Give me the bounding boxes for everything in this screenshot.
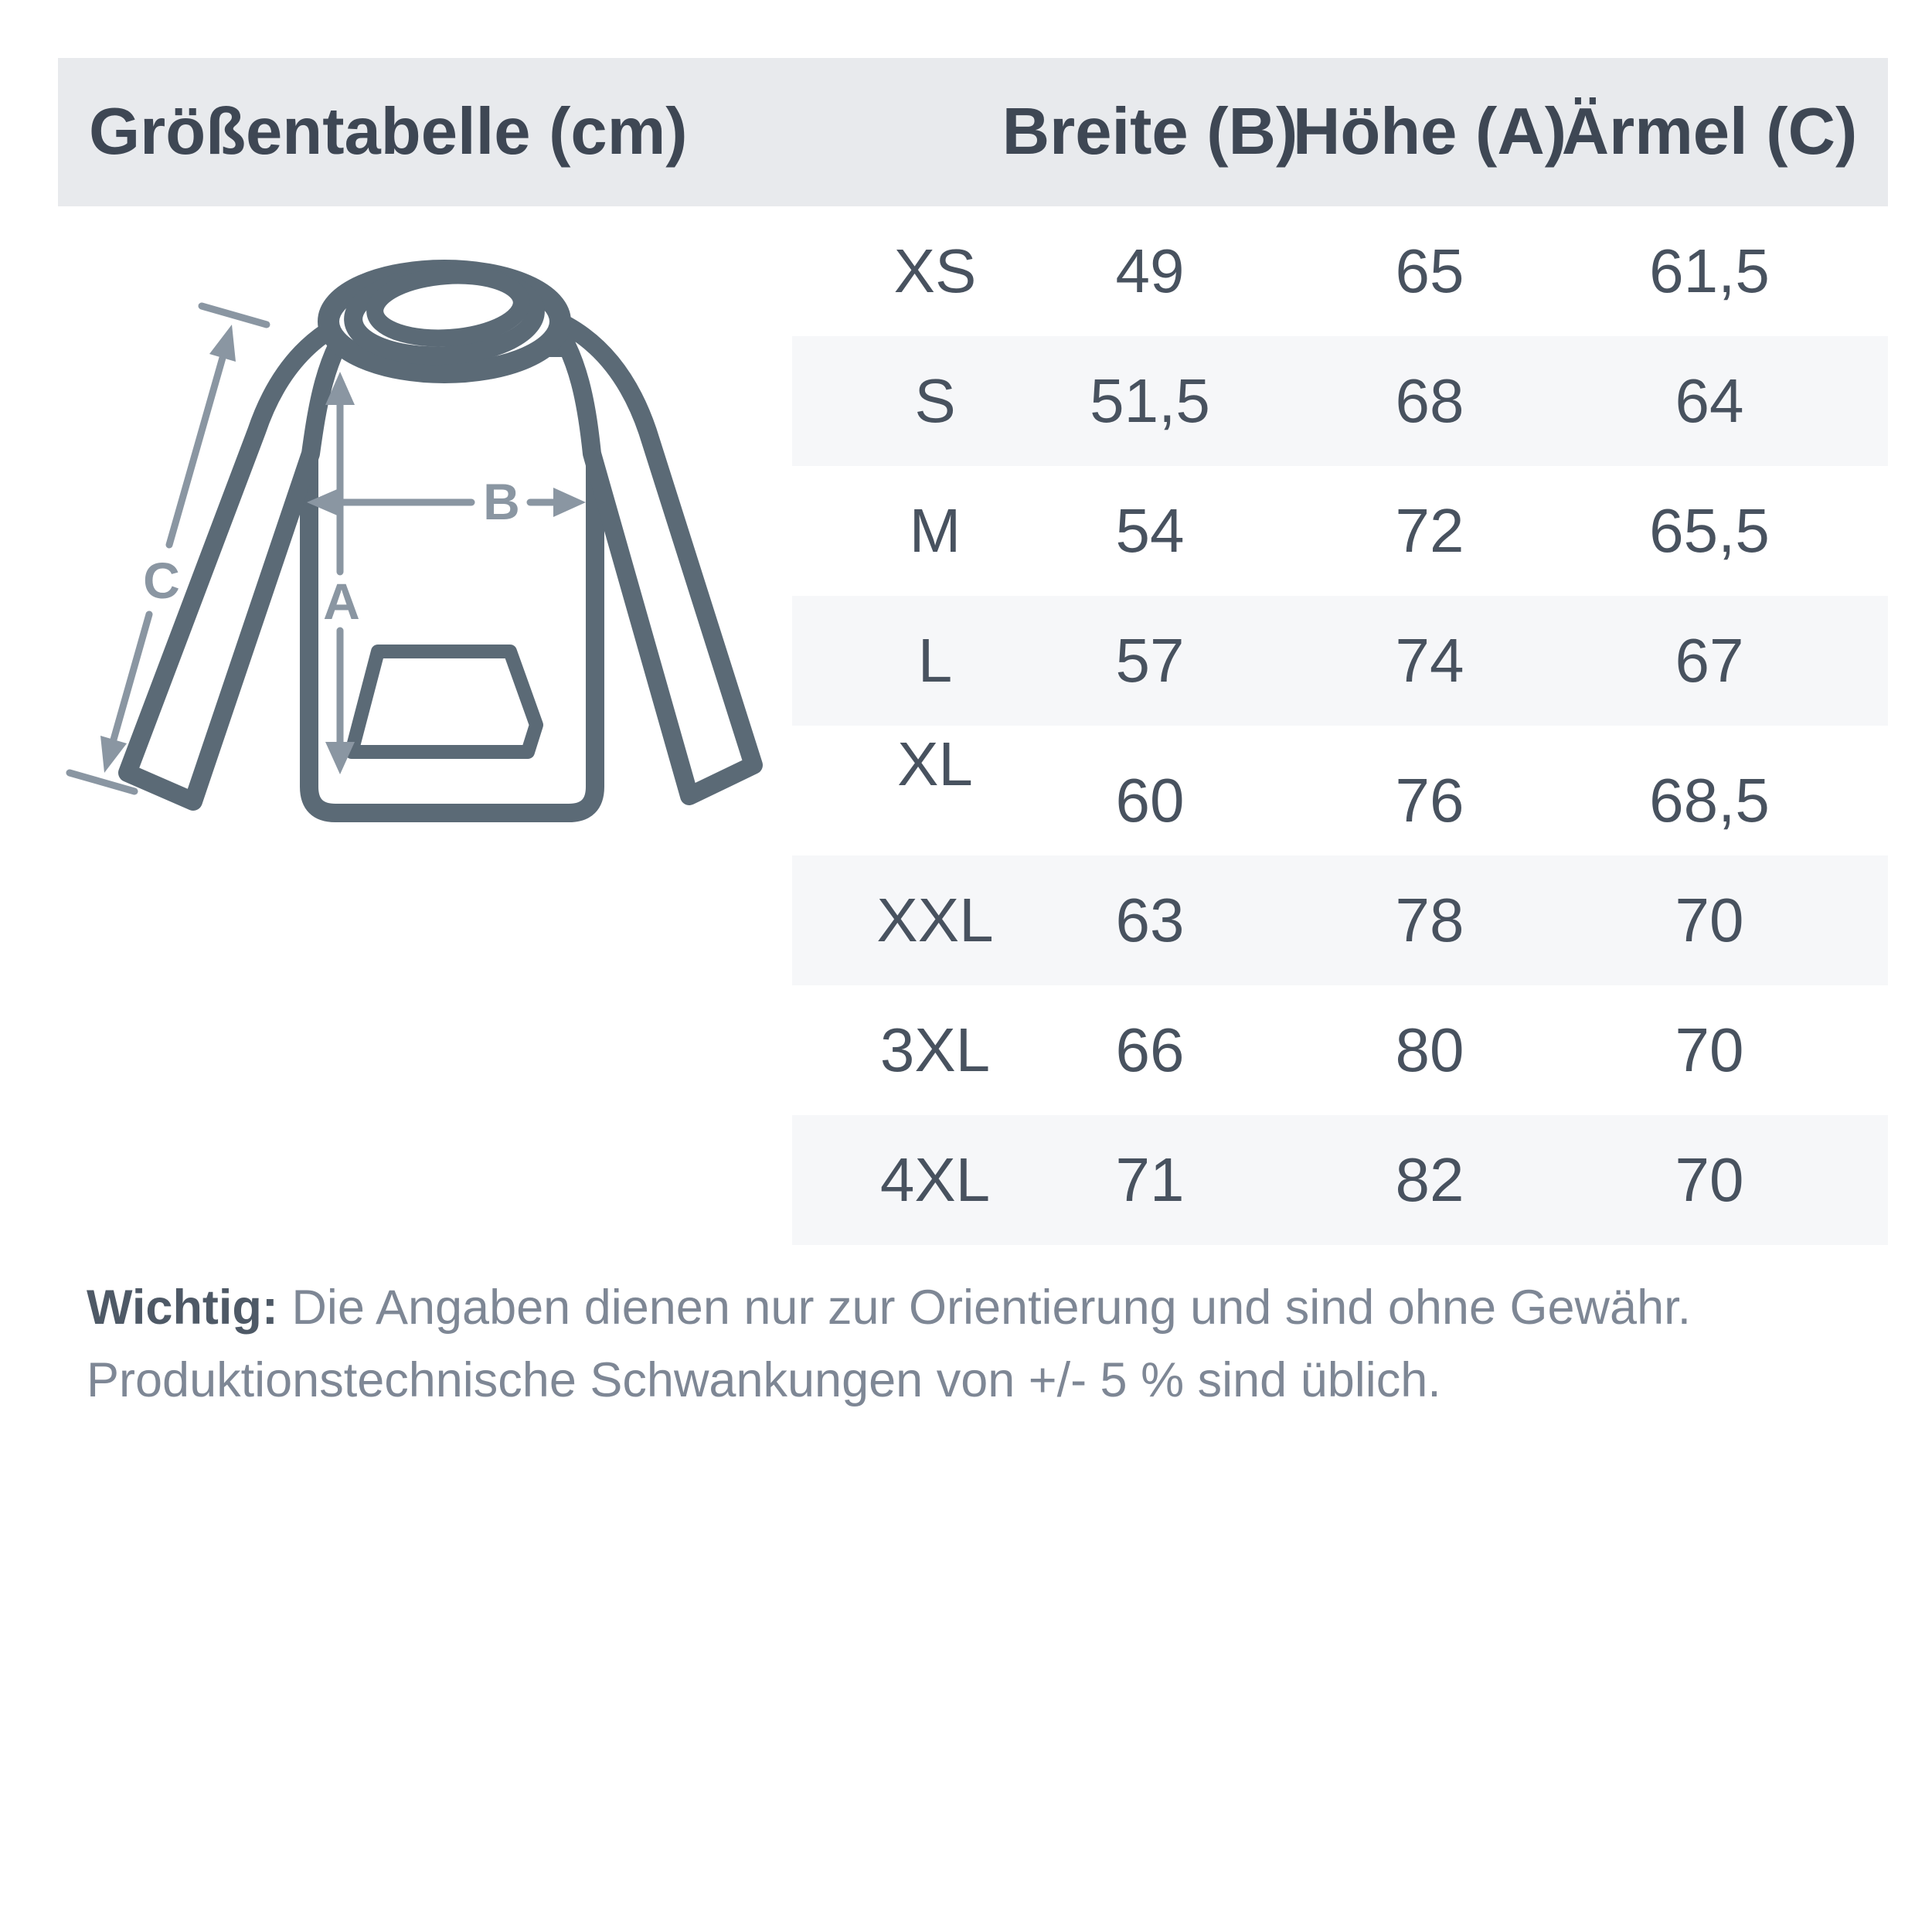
breite-value: 51,5 — [1090, 366, 1210, 435]
hood-inner-ring — [372, 270, 523, 342]
breite-value: 71 — [1115, 1145, 1185, 1214]
hoehe-value: 68 — [1395, 366, 1464, 435]
size-table — [792, 206, 1888, 1245]
table-row — [792, 466, 1888, 596]
table-row — [792, 985, 1888, 1115]
aermel-value: 67 — [1675, 626, 1744, 695]
aermel-value: 61,5 — [1649, 236, 1770, 305]
hoehe-value: 80 — [1395, 1015, 1464, 1084]
table-row — [792, 855, 1888, 985]
hoodie-pocket — [352, 651, 536, 752]
breite-value: 54 — [1115, 496, 1185, 565]
size-label: XS — [893, 236, 977, 305]
hoehe-value: 74 — [1395, 626, 1464, 695]
hoehe-value: 72 — [1395, 496, 1464, 565]
aermel-value: 70 — [1675, 886, 1744, 954]
breite-value: 66 — [1115, 1015, 1185, 1084]
disclaimer-note — [87, 1271, 1887, 1417]
table-row — [792, 336, 1888, 466]
hoodie-diagram — [46, 232, 804, 889]
hoehe-value: 82 — [1395, 1145, 1464, 1214]
aermel-value: 64 — [1675, 366, 1744, 435]
measure-label-b: B — [483, 473, 520, 530]
table-row — [792, 1115, 1888, 1245]
size-label: XXL — [876, 886, 994, 954]
breite-value: 57 — [1115, 626, 1185, 695]
table-row — [792, 726, 1888, 855]
table-row — [792, 596, 1888, 726]
disclaimer-line-2: Produktionstechnische Schwankungen von +/- 5 % sind üblich. — [87, 1353, 1441, 1407]
size-label: M — [909, 496, 961, 565]
size-label: L — [917, 626, 953, 695]
table-row — [792, 206, 1888, 336]
size-label: XL — [897, 730, 973, 798]
measure-label-c: C — [143, 552, 180, 609]
size-label: 3XL — [879, 1015, 991, 1084]
breite-value: 63 — [1115, 886, 1185, 954]
aermel-value: 70 — [1675, 1145, 1744, 1214]
breite-value: 60 — [1115, 766, 1185, 835]
column-header-hoehe: Höhe (A) — [1292, 95, 1567, 168]
column-header-aermel: Ärmel (C) — [1561, 95, 1858, 168]
hoehe-value: 78 — [1395, 886, 1464, 954]
disclaimer-line-1 — [87, 1271, 1887, 1344]
page-title: Größentabelle (cm) — [89, 95, 688, 168]
breite-value: 49 — [1115, 236, 1185, 305]
hoehe-value: 76 — [1395, 766, 1464, 835]
hoehe-value: 65 — [1395, 236, 1464, 305]
disclaimer-line-1-text: Die Angaben dienen nur zur Orientierung und sind ohne Gewähr. — [277, 1281, 1692, 1335]
aermel-value: 68,5 — [1649, 766, 1770, 835]
size-label: 4XL — [879, 1145, 991, 1214]
aermel-value: 65,5 — [1649, 496, 1770, 565]
measure-label-a: A — [323, 573, 360, 630]
column-header-breite: Breite (B) — [1002, 95, 1298, 168]
aermel-value: 70 — [1675, 1015, 1744, 1084]
disclaimer-bold: Wichtig: — [87, 1281, 278, 1335]
table-header-bar — [58, 58, 1888, 206]
size-label: S — [914, 366, 956, 435]
